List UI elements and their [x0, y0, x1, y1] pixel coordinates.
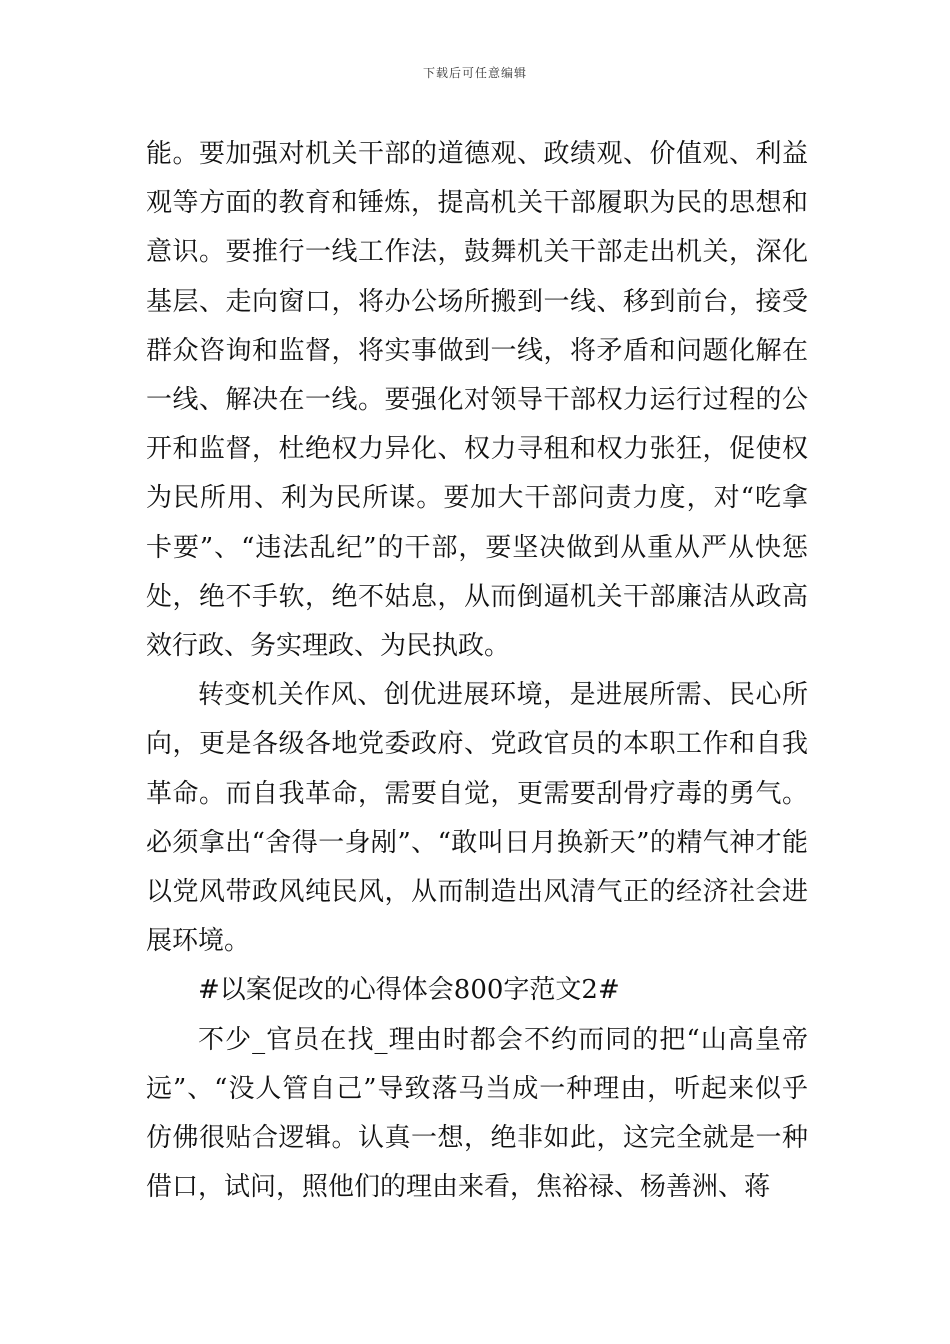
page-header-note: 下载后可任意编辑: [422, 66, 527, 80]
paragraph-continued: 能。要加强对机关干部的道德观、政绩观、价值观、利益观等方面的教育和锤炼，提高机关干部履职为民的思想和意识。要推行一线工作法，鼓舞机关干部走出机关，深化基层、走向窗口，将办公场所搬到一线、移到前台，接受群众咨询和监督，将实事做到一线，将矛盾和问题化解在一线、解决在一线。要强化对领导干部权力运行过程的公开和监督，杜绝权力异化、权力寻租和权力张狂，促使权为民所用、利为民所谋。要加大干部问责力度，对“吃拿卡要”、“违法乱纪”的干部，要坚决做到从重从严从快惩处，绝不手软，绝不姑息，从而倒逼机关干部廉洁从政高效行政、务实理政、为民执政。: [146, 139, 808, 662]
paragraph-excuses: 不少_官员在找_理由时都会不约而同的把“山高皇帝远”、“没人管自己”导致落马当成一种理由，听起来似乎仿佛很贴合逻辑。认真一想，绝非如此，这完全就是一种借口，试问，照他们的理由来看，焦裕禄、杨善洲、蒋: [146, 1024, 808, 1203]
document-body: [146, 130, 808, 1212]
section-heading: #以案促改的心得体会800字范文2#: [198, 975, 620, 1006]
paragraph-work-style: 转变机关作风、创优进展环境，是进展所需、民心所向，更是各级各地党委政府、党政官员的本职工作和自我革命。而自我革命，需要自觉，更需要刮骨疗毒的勇气。必须拿出“舍得一身剐”、“敢叫日月换新天”的精气神才能以党风带政风纯民风，从而制造出风清气正的经济社会进展环境。: [146, 680, 808, 957]
